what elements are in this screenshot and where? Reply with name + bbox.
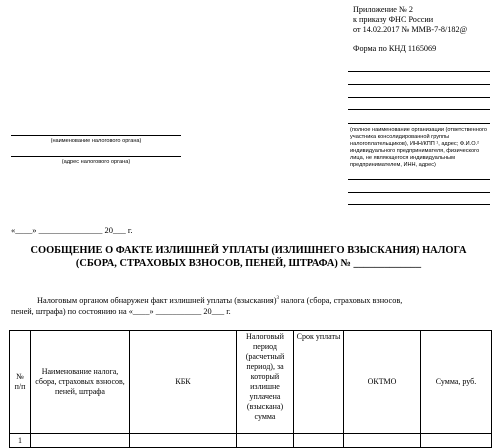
header-amount: Сумма, руб. [421, 331, 492, 434]
header-oktmo: ОКТМО [344, 331, 421, 434]
tax-authority-address-caption: (адрес налогового органа) [61, 159, 131, 165]
tax-authority-name-caption: (наименование налогового органа) [50, 138, 142, 144]
document-title-line-1: СООБЩЕНИЕ О ФАКТЕ ИЗЛИШНЕЙ УПЛАТЫ (ИЗЛИШНЕГО ВЗЫСКАНИЯ) НАЛОГА [30, 245, 467, 256]
notice-paragraph-line-2: пеней, штрафа) по состоянию на «____» ___________ 20___ г. [11, 307, 231, 316]
document-title-line-2: (СБОРА, СТРАХОВЫХ ВЗНОСОВ, ПЕНЕЙ, ШТРАФА) № _____________ [75, 258, 422, 269]
recipient-line-3 [348, 97, 490, 98]
form-code: Форма по КНД 1165069 [353, 44, 437, 53]
cell-tax-name [31, 434, 130, 448]
header-number: № п/п [10, 331, 31, 434]
appendix-block [353, 5, 467, 35]
header-tax-period: Налоговый период (расчетный период), за который излишне уплачена (взыскана) сумма [237, 331, 294, 434]
cell-number: 1 [10, 434, 31, 448]
cell-amount [421, 434, 492, 448]
cell-tax-period [237, 434, 294, 448]
cell-kbk [130, 434, 237, 448]
recipient-line-1 [348, 71, 490, 72]
header-kbk: КБК [130, 331, 237, 434]
appendix-line-2: к приказу ФНС России [353, 15, 434, 24]
recipient-line-8 [348, 204, 490, 205]
recipient-line-4 [348, 109, 490, 110]
tax-authority-name-line [11, 135, 181, 136]
table-row [10, 434, 492, 448]
notice-text-b: налога (сбора, страховых взносов, [278, 295, 403, 305]
footnote-ref: 3 [276, 296, 279, 301]
appendix-line-3: от 14.02.2017 № ММВ-7-8/182@ [353, 25, 468, 34]
tax-authority-address-line [11, 156, 181, 157]
cell-oktmo [344, 434, 421, 448]
recipient-line-5 [348, 123, 490, 124]
table-header-row [10, 331, 492, 434]
notice-text-a: Налоговым органом обнаружен факт излишней уплаты (взыскания) [37, 295, 277, 305]
overpayment-table [9, 330, 492, 448]
document-date: «____» _______________ 20___ г. [11, 225, 133, 235]
recipient-line-2 [348, 84, 490, 85]
header-due-date: Срок уплаты [294, 331, 344, 434]
cell-due-date [294, 434, 344, 448]
header-tax-name: Наименование налога, сбора, страховых взносов, пеней, штрафа [31, 331, 130, 434]
organization-caption: (полное наименование организации (ответственного участника консолидированной группы налогоплательщиков), ИНН/КПП ¹, адрес; Ф.И.О.² индивидуального предпринимателя, физического лица, не являющегося индивидуальным предпринимателем, ИНН, адрес) [350, 127, 487, 168]
recipient-line-6 [348, 179, 490, 180]
appendix-line-1: Приложение № 2 [353, 5, 413, 14]
recipient-line-7 [348, 192, 490, 193]
